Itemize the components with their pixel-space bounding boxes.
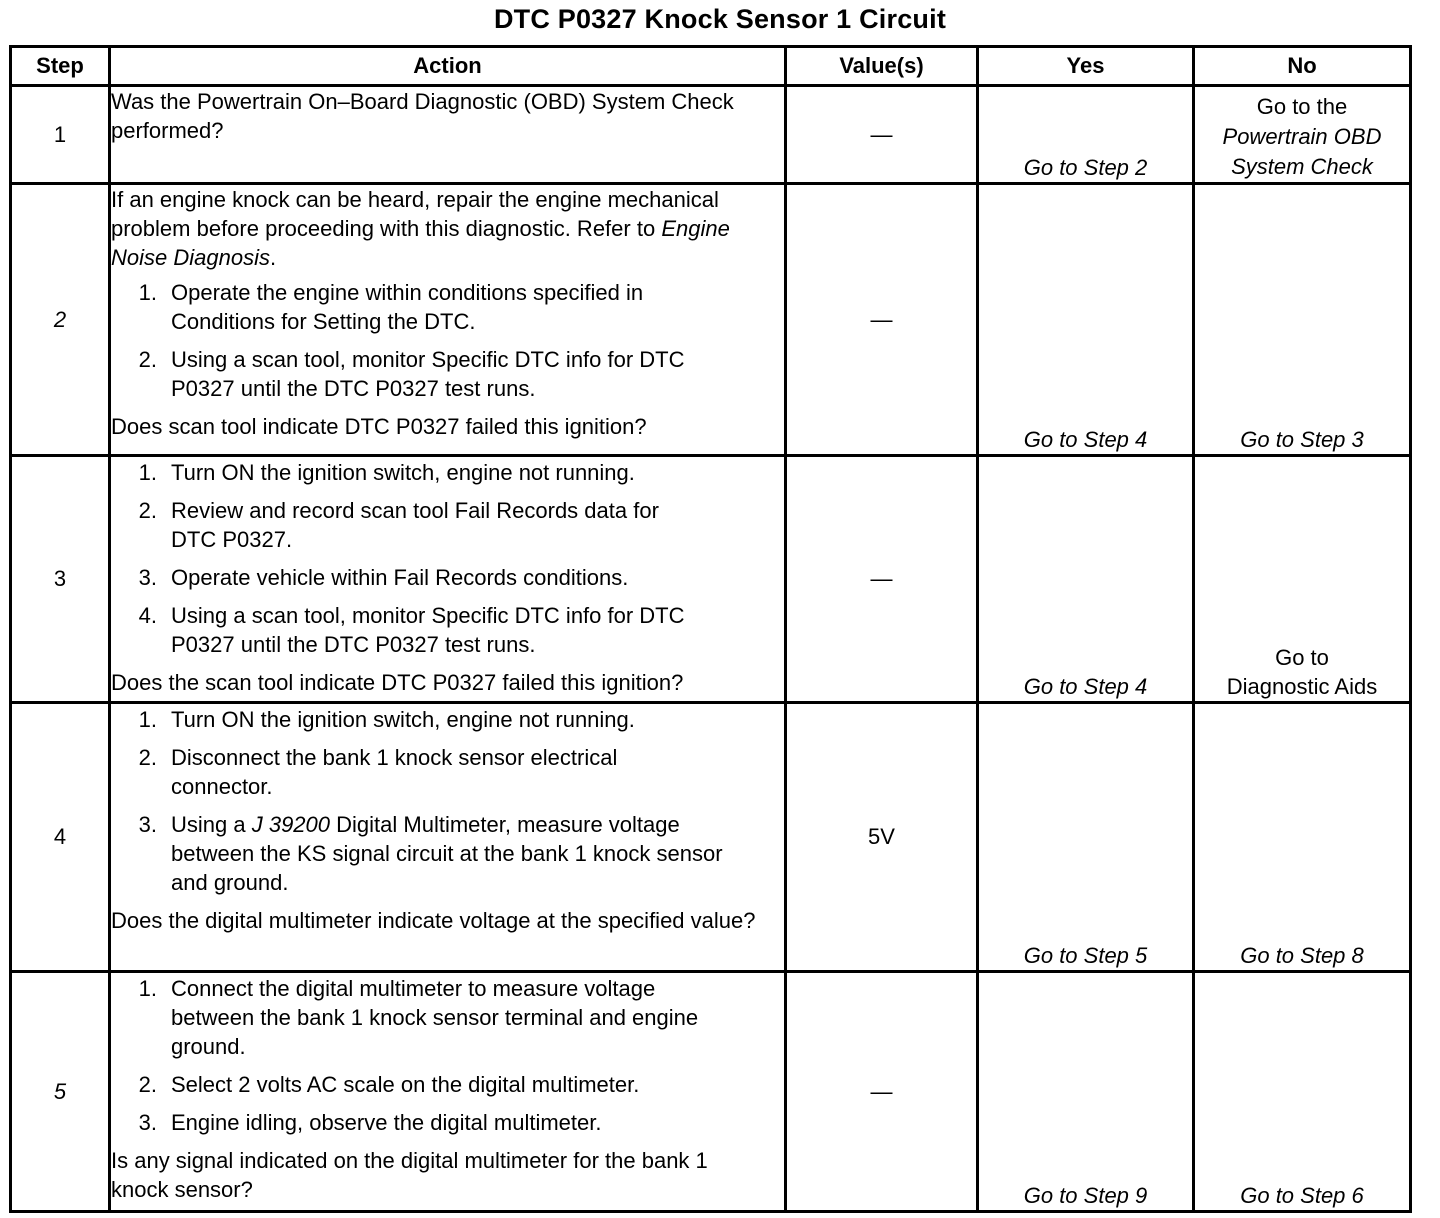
yes-cell (978, 702, 1194, 971)
header-action: Action (110, 47, 786, 86)
list-item: 1. Turn ON the ignition switch, engine not running. (138, 459, 635, 485)
no-cell (1194, 455, 1411, 702)
tool-reference: J 39200 (251, 811, 331, 837)
yes-link[interactable]: Go to Step 4 (1023, 426, 1148, 452)
step-number: 3 (11, 455, 110, 702)
no-link[interactable]: Go to Step 8 (1240, 942, 1364, 968)
question-text: Does the digital multimeter indicate voltage at the specified value? (111, 907, 756, 933)
action-text (111, 185, 784, 272)
yes-link[interactable]: Go to Step 2 (1023, 155, 1148, 181)
step-number: 2 (11, 184, 110, 455)
step-number: 1 (11, 86, 110, 184)
table-row (11, 455, 1411, 702)
table-row (11, 702, 1411, 971)
no-link[interactable]: Go to Step 3 (1240, 426, 1364, 452)
list-item: 2. Using a scan tool, monitor Specific DTC info for DTC P0327 until the DTC P0327 test runs. (138, 347, 685, 402)
action-cell (110, 184, 786, 455)
list-item: 3. Using a J 39200 Digital Multimeter, measure voltage between the KS signal circuit at the bank 1 knock sensor and ground. (138, 811, 723, 895)
list-item: 3. Engine idling, observe the digital multimeter. (138, 1109, 602, 1135)
step-number: 5 (11, 971, 110, 1211)
list-item: 2. Disconnect the bank 1 knock sensor electrical connector. (138, 744, 618, 799)
question-text: Is any signal indicated on the digital multimeter for the bank 1 knock sensor? (111, 1147, 708, 1202)
no-cell (1194, 702, 1411, 971)
list-item: 2. Select 2 volts AC scale on the digital multimeter. (138, 1071, 640, 1097)
yes-link[interactable]: Go to Step 9 (1023, 1183, 1148, 1208)
step-list (111, 974, 784, 1137)
yes-cell (978, 184, 1194, 455)
header-row (11, 47, 1411, 86)
step-list (111, 458, 784, 659)
list-item: 1. Turn ON the ignition switch, engine not running. (138, 706, 635, 732)
list-item: 1. Operate the engine within conditions specified in Conditions for Setting the DTC. (138, 280, 644, 335)
no-text: Go to (1275, 644, 1329, 670)
diagnostic-table (9, 45, 1412, 1213)
no-cell (1194, 971, 1411, 1211)
value-cell: 5V (786, 702, 978, 971)
header-no: No (1194, 47, 1411, 86)
question-text: Does scan tool indicate DTC P0327 failed this ignition? (111, 414, 647, 440)
action-intro-end: . (269, 245, 277, 271)
value-cell: — (786, 184, 978, 455)
no-cell (1194, 184, 1411, 455)
step-number: 4 (11, 702, 110, 971)
yes-cell (978, 971, 1194, 1211)
no-cell (1194, 86, 1411, 184)
header-yes: Yes (978, 47, 1194, 86)
no-link[interactable]: Diagnostic Aids (1226, 673, 1378, 699)
yes-link[interactable]: Go to Step 4 (1023, 673, 1148, 699)
reference-link[interactable]: Engine Noise Diagnosis (111, 216, 730, 271)
action-cell (110, 455, 786, 702)
action-cell (110, 86, 786, 184)
action-text: Was the Powertrain On–Board Diagnostic (OBD) System Check performed? (111, 89, 734, 143)
header-step: Step (11, 47, 110, 86)
table-row (11, 971, 1411, 1211)
table-row (11, 184, 1411, 455)
question-text: Does the scan tool indicate DTC P0327 failed this ignition? (111, 669, 684, 695)
value-cell: — (786, 455, 978, 702)
action-intro: If an engine knock can be heard, repair the engine mechanical problem before proceeding with this diagnostic. Refer to (111, 187, 719, 242)
list-item: 4. Using a scan tool, monitor Specific DTC info for DTC P0327 until the DTC P0327 test runs. (138, 602, 685, 657)
yes-cell (978, 455, 1194, 702)
no-text: Go to the (1256, 94, 1348, 119)
page-title: DTC P0327 Knock Sensor 1 Circuit (493, 4, 947, 34)
table-row (11, 86, 1411, 184)
no-link[interactable]: Powertrain OBD System Check (1222, 124, 1382, 179)
yes-cell (978, 86, 1194, 184)
step-list (111, 278, 784, 403)
yes-link[interactable]: Go to Step 5 (1023, 942, 1148, 968)
value-cell: — (786, 971, 978, 1211)
header-value: Value(s) (786, 47, 978, 86)
action-cell (110, 971, 786, 1211)
list-item: 1. Connect the digital multimeter to measure voltage between the bank 1 knock sensor terminal and engine ground. (138, 975, 699, 1059)
step-list (111, 705, 784, 897)
action-cell (110, 702, 786, 971)
list-item: 3. Operate vehicle within Fail Records conditions. (138, 564, 629, 590)
list-item: 2. Review and record scan tool Fail Records data for DTC P0327. (138, 497, 659, 552)
value-cell: — (786, 86, 978, 184)
no-link[interactable]: Go to Step 6 (1240, 1183, 1364, 1208)
